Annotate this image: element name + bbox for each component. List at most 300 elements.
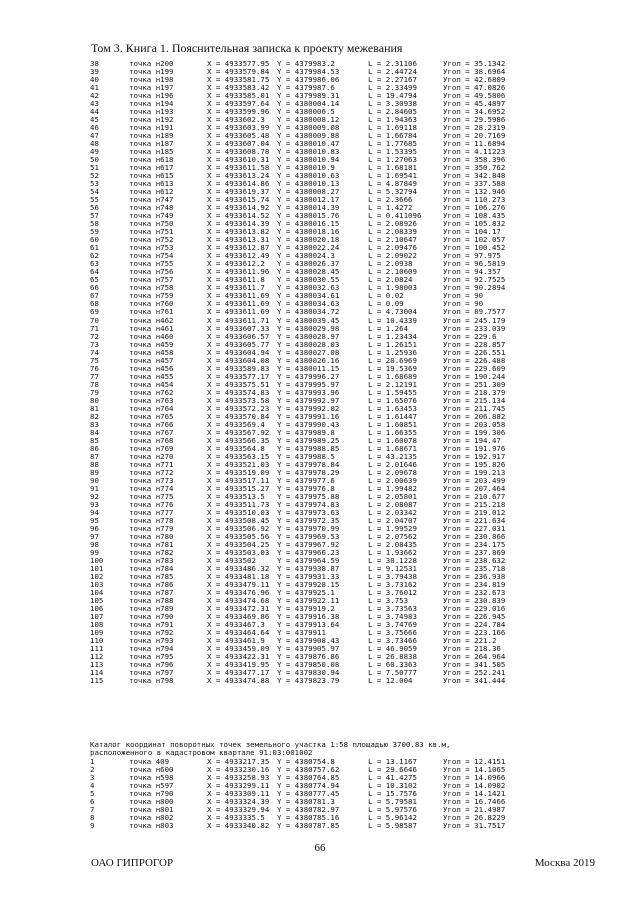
x-coordinate: X = 4933614.92 bbox=[207, 203, 270, 213]
row-number: 111 bbox=[90, 644, 104, 654]
segment-length: L = 2.0824 bbox=[368, 275, 413, 285]
point-name: точка н755 bbox=[129, 259, 174, 269]
x-coordinate: X = 4933469.86 bbox=[207, 612, 270, 622]
x-coordinate: X = 4933611.58 bbox=[207, 163, 270, 173]
point-name: точка н457 bbox=[129, 355, 174, 365]
segment-length: L = 19.5369 bbox=[368, 363, 417, 373]
segment-length: L = 46.9059 bbox=[368, 644, 417, 654]
point-name: точка н789 bbox=[129, 604, 174, 614]
segment-length: L = 15.7576 bbox=[368, 789, 417, 799]
y-coordinate: Y = 4379989.31 bbox=[277, 91, 340, 101]
catalog-caption bbox=[90, 741, 610, 758]
point-name: точка н613 bbox=[129, 179, 174, 189]
row-number: 107 bbox=[90, 612, 104, 622]
row-number: 39 bbox=[90, 67, 99, 77]
segment-length: L = 2.44724 bbox=[368, 67, 417, 77]
point-name: точка н790 bbox=[129, 789, 174, 799]
row-number: 56 bbox=[90, 203, 99, 213]
row-number: 9 bbox=[90, 821, 95, 831]
segment-length: L = 2.27167 bbox=[368, 75, 417, 85]
point-name: точка н786 bbox=[129, 580, 174, 590]
row-number: 81 bbox=[90, 403, 99, 413]
y-coordinate: Y = 4380008.12 bbox=[277, 115, 340, 125]
angle: Угол = 34.6952 bbox=[443, 107, 506, 117]
segment-length: L = 1.94363 bbox=[368, 115, 417, 125]
row-number: 63 bbox=[90, 259, 99, 269]
y-coordinate: Y = 4379922.11 bbox=[277, 596, 340, 606]
y-coordinate: Y = 4379977.6 bbox=[277, 475, 335, 485]
footer-city-year: Москва 2019 bbox=[534, 857, 595, 869]
x-coordinate: X = 4933481.18 bbox=[207, 572, 270, 581]
y-coordinate: Y = 4379988.5 bbox=[277, 451, 335, 461]
x-coordinate: X = 4933521.03 bbox=[207, 459, 270, 469]
angle: Угол = 215.218 bbox=[443, 499, 506, 509]
segment-length: L = 10.3102 bbox=[368, 781, 417, 791]
angle: Угол = 102.057 bbox=[443, 235, 506, 245]
angle: Угол = 232.673 bbox=[443, 588, 506, 598]
x-coordinate: X = 4933566.35 bbox=[207, 435, 270, 445]
x-coordinate: X = 4933486.32 bbox=[207, 563, 270, 573]
angle: Угол = 221.634 bbox=[443, 515, 506, 525]
point-name: точка н779 bbox=[129, 523, 174, 533]
point-name: точка н769 bbox=[129, 443, 174, 453]
x-coordinate: X = 4933606.57 bbox=[207, 331, 270, 341]
segment-length: L = 5.79581 bbox=[368, 797, 417, 807]
angle: Угол = 94.357 bbox=[443, 267, 501, 277]
point-name: точка н790 bbox=[129, 612, 174, 622]
x-coordinate: X = 4933611.96 bbox=[207, 267, 270, 277]
segment-length: L = 2.31106 bbox=[368, 59, 417, 68]
angle: Угол = 251.309 bbox=[443, 379, 506, 389]
segment-length: L = 1.99529 bbox=[368, 523, 417, 533]
row-number: 99 bbox=[90, 547, 99, 557]
segment-length: L = 1.26151 bbox=[368, 339, 417, 349]
footer-organization: ОАО ГИПРОГОР bbox=[91, 857, 174, 869]
angle: Угол = 28.2319 bbox=[443, 123, 506, 133]
point-name: точка н456 bbox=[129, 363, 174, 373]
point-name: точка н777 bbox=[129, 507, 174, 517]
point-name: точка 409 bbox=[129, 757, 170, 766]
point-name: точка н459 bbox=[129, 339, 174, 349]
y-coordinate: Y = 4379978.29 bbox=[277, 467, 340, 477]
row-number: 105 bbox=[90, 596, 104, 606]
angle: Угол = 358.396 bbox=[443, 155, 506, 165]
segment-length: L = 3.73563 bbox=[368, 604, 417, 614]
y-coordinate: Y = 4380014.39 bbox=[277, 203, 340, 213]
x-coordinate: X = 4933577.17 bbox=[207, 371, 270, 381]
segment-length: L = 29.6646 bbox=[368, 765, 417, 775]
segment-length: L = 2.04707 bbox=[368, 515, 417, 525]
point-name: точка н796 bbox=[129, 660, 174, 670]
catalog-caption-line-2: расположенного в кадастровом квартале 91:03:001002 bbox=[90, 748, 313, 758]
segment-length: L = 3.75666 bbox=[368, 628, 417, 638]
row-number: 57 bbox=[90, 211, 99, 221]
y-coordinate: Y = 4380028.45 bbox=[277, 267, 340, 277]
y-coordinate: Y = 4380018.16 bbox=[277, 227, 340, 237]
point-name: точка н191 bbox=[129, 123, 174, 133]
angle: Угол = 218.379 bbox=[443, 387, 506, 397]
y-coordinate: Y = 4380024.3 bbox=[277, 251, 335, 261]
y-coordinate: Y = 4379983.2 bbox=[277, 59, 335, 68]
segment-length: L = 1.63453 bbox=[368, 403, 417, 413]
angle: Угол = 224.784 bbox=[443, 620, 506, 630]
row-number: 114 bbox=[90, 668, 104, 678]
angle: Угол = 16.7466 bbox=[443, 797, 506, 807]
y-coordinate: Y = 4379966.23 bbox=[277, 547, 340, 557]
segment-length: L = 2.08926 bbox=[368, 219, 417, 229]
segment-length: L = 1.99482 bbox=[368, 483, 417, 493]
y-coordinate: Y = 4379991.16 bbox=[277, 411, 340, 421]
x-coordinate: X = 4933563.15 bbox=[207, 451, 270, 461]
angle: Угол = 226.945 bbox=[443, 612, 506, 622]
segment-length: L = 1.98003 bbox=[368, 283, 417, 293]
segment-length: L = 1.66355 bbox=[368, 427, 417, 437]
row-number: 8 bbox=[90, 813, 95, 823]
x-coordinate: X = 4933335.5 bbox=[207, 813, 265, 823]
table-row bbox=[90, 822, 610, 830]
segment-length: L = 1.4272 bbox=[368, 203, 413, 213]
row-number: 47 bbox=[90, 131, 99, 141]
y-coordinate: Y = 4379928.15 bbox=[277, 580, 340, 590]
angle: Угол = 245.179 bbox=[443, 315, 506, 325]
x-coordinate: X = 4933474.88 bbox=[207, 676, 270, 686]
segment-length: L = 3.73466 bbox=[368, 636, 417, 646]
y-coordinate: Y = 4380010.47 bbox=[277, 139, 340, 149]
row-number: 72 bbox=[90, 331, 99, 341]
segment-length: L = 2.01646 bbox=[368, 459, 417, 469]
point-name: точка н800 bbox=[129, 797, 174, 807]
row-number: 67 bbox=[90, 291, 99, 301]
segment-length: L = 1.77685 bbox=[368, 139, 417, 149]
x-coordinate: X = 4933567.92 bbox=[207, 427, 270, 437]
angle: Угол = 229.016 bbox=[443, 604, 506, 614]
angle: Угол = 108.435 bbox=[443, 211, 506, 221]
point-name: точка н185 bbox=[129, 147, 174, 157]
x-coordinate: X = 4933467.3 bbox=[207, 620, 265, 630]
angle: Угол = 229.609 bbox=[443, 363, 506, 373]
angle: Угол = 234.175 bbox=[443, 539, 506, 549]
x-coordinate: X = 4933611.69 bbox=[207, 299, 270, 309]
point-name: точка н760 bbox=[129, 299, 174, 309]
y-coordinate: Y = 4379970.99 bbox=[277, 523, 340, 533]
point-name: точка н761 bbox=[129, 307, 174, 317]
row-number: 77 bbox=[90, 371, 99, 381]
angle: Угол = 12.4151 bbox=[443, 757, 506, 766]
point-name: точка н771 bbox=[129, 459, 174, 469]
row-number: 48 bbox=[90, 139, 99, 149]
x-coordinate: X = 4933583.42 bbox=[207, 83, 270, 93]
segment-length: L = 2.08087 bbox=[368, 499, 417, 509]
x-coordinate: X = 4933477.17 bbox=[207, 668, 270, 678]
y-coordinate: Y = 4379911 bbox=[277, 628, 326, 638]
row-number: 52 bbox=[90, 171, 99, 181]
segment-length: L = 3.76012 bbox=[368, 588, 417, 598]
point-name: точка н747 bbox=[129, 195, 174, 205]
angle: Угол = 230.839 bbox=[443, 596, 506, 606]
point-name: точка н618 bbox=[129, 155, 174, 165]
angle: Угол = 203.499 bbox=[443, 475, 506, 485]
x-coordinate: X = 4933613.31 bbox=[207, 235, 270, 245]
point-name: точка н754 bbox=[129, 251, 174, 261]
x-coordinate: X = 4933577.95 bbox=[207, 59, 270, 68]
x-coordinate: X = 4933614.39 bbox=[207, 219, 270, 229]
y-coordinate: Y = 4379925.1 bbox=[277, 588, 335, 598]
row-number: 55 bbox=[90, 195, 99, 205]
y-coordinate: Y = 4379913.64 bbox=[277, 620, 340, 630]
segment-length: L = 2.08339 bbox=[368, 227, 417, 237]
table-row bbox=[90, 677, 610, 685]
row-number: 44 bbox=[90, 107, 99, 117]
segment-length: L = 2.12191 bbox=[368, 379, 417, 389]
coordinate-table-1 bbox=[90, 60, 610, 685]
angle: Угол = 199.306 bbox=[443, 427, 506, 437]
point-name: точка н792 bbox=[129, 628, 174, 638]
segment-length: L = 19.4794 bbox=[368, 91, 417, 101]
angle: Угол = 26.8229 bbox=[443, 813, 506, 823]
point-name: точка н193 bbox=[129, 107, 174, 117]
row-number: 102 bbox=[90, 572, 104, 581]
point-name: точка н192 bbox=[129, 115, 174, 125]
x-coordinate: X = 4933605.77 bbox=[207, 339, 270, 349]
point-name: точка н791 bbox=[129, 620, 174, 630]
angle: Угол = 227.031 bbox=[443, 523, 506, 533]
angle: Угол = 105.832 bbox=[443, 219, 506, 229]
angle: Угол = 252.241 bbox=[443, 668, 506, 678]
row-number: 64 bbox=[90, 267, 99, 277]
angle: Угол = 342.848 bbox=[443, 171, 506, 181]
angle: Угол = 237.869 bbox=[443, 547, 506, 557]
row-number: 5 bbox=[90, 789, 95, 799]
x-coordinate: X = 4933611.7 bbox=[207, 283, 265, 293]
segment-length: L = 10.4339 bbox=[368, 315, 417, 325]
segment-length: L = 0.02 bbox=[368, 291, 404, 301]
angle: Угол = 92.7525 bbox=[443, 275, 506, 285]
segment-length: L = 2.10609 bbox=[368, 267, 417, 277]
angle: Угол = 47.0826 bbox=[443, 83, 506, 93]
y-coordinate: Y = 4379978.84 bbox=[277, 459, 340, 469]
angle: Угол = 100.452 bbox=[443, 243, 506, 253]
y-coordinate: Y = 4380012.17 bbox=[277, 195, 340, 205]
x-coordinate: X = 4933605.48 bbox=[207, 131, 270, 141]
x-coordinate: X = 4933479.11 bbox=[207, 580, 270, 590]
x-coordinate: X = 4933611.71 bbox=[207, 315, 270, 325]
point-name: точка н196 bbox=[129, 91, 174, 101]
point-name: точка н597 bbox=[129, 781, 174, 791]
angle: Угол = 90 bbox=[443, 299, 484, 309]
point-name: точка н187 bbox=[129, 139, 174, 149]
point-name: точка н757 bbox=[129, 275, 174, 285]
segment-length: L = 3.74983 bbox=[368, 612, 417, 622]
segment-length: L = 1.68671 bbox=[368, 443, 417, 453]
y-coordinate: Y = 4379984.53 bbox=[277, 67, 340, 77]
x-coordinate: X = 4933513.5 bbox=[207, 491, 265, 501]
y-coordinate: Y = 4380787.85 bbox=[277, 821, 340, 831]
coordinate-table-2 bbox=[90, 758, 610, 830]
y-coordinate: Y = 4380008.27 bbox=[277, 187, 340, 197]
segment-length: L = 3.79438 bbox=[368, 572, 417, 581]
segment-length: L = 5.96142 bbox=[368, 813, 417, 823]
y-coordinate: Y = 4379823.79 bbox=[277, 676, 340, 686]
x-coordinate: X = 4933581.75 bbox=[207, 75, 270, 85]
point-name: точка н794 bbox=[129, 644, 174, 654]
angle: Угол = 264.964 bbox=[443, 652, 506, 662]
angle: Угол = 96.5819 bbox=[443, 259, 506, 269]
x-coordinate: X = 4933517.11 bbox=[207, 475, 270, 485]
angle: Угол = 215.134 bbox=[443, 395, 506, 405]
segment-length: L = 7.50777 bbox=[368, 668, 417, 678]
x-coordinate: X = 4933608.78 bbox=[207, 147, 270, 157]
point-name: точка н801 bbox=[129, 805, 174, 815]
point-name: точка н758 bbox=[129, 283, 174, 293]
y-coordinate: Y = 4379850.08 bbox=[277, 660, 340, 670]
point-name: точка н752 bbox=[129, 235, 174, 245]
x-coordinate: X = 4933459.09 bbox=[207, 644, 270, 654]
segment-length: L = 4.73004 bbox=[368, 307, 417, 317]
angle: Угол = 14.1421 bbox=[443, 789, 506, 799]
segment-length: L = 2.07562 bbox=[368, 531, 417, 541]
angle: Угол = 21.4987 bbox=[443, 805, 506, 815]
point-name: точка н750 bbox=[129, 219, 174, 229]
x-coordinate: X = 4933585.01 bbox=[207, 91, 270, 101]
row-number: 58 bbox=[90, 219, 99, 229]
point-name: точка н600 bbox=[129, 765, 174, 775]
segment-length: L = 1.60851 bbox=[368, 419, 417, 429]
row-number: 84 bbox=[90, 427, 99, 437]
segment-length: L = 2.09022 bbox=[368, 251, 417, 261]
x-coordinate: X = 4933574.83 bbox=[207, 387, 270, 397]
segment-length: L = 12.004 bbox=[368, 676, 413, 686]
x-coordinate: X = 4933476.96 bbox=[207, 588, 270, 598]
angle: Угол = 230.866 bbox=[443, 531, 506, 541]
segment-length: L = 0.09 bbox=[368, 299, 404, 309]
point-name: точка н780 bbox=[129, 531, 174, 541]
point-name: точка н194 bbox=[129, 99, 174, 109]
angle: Угол = 195.826 bbox=[443, 459, 506, 469]
y-coordinate: Y = 4379974.83 bbox=[277, 499, 340, 509]
y-coordinate: Y = 4380016.15 bbox=[277, 219, 340, 229]
y-coordinate: Y = 4379993.96 bbox=[277, 387, 340, 397]
segment-length: L = 4.87849 bbox=[368, 179, 417, 189]
row-number: 101 bbox=[90, 563, 104, 573]
row-number: 66 bbox=[90, 283, 99, 293]
y-coordinate: Y = 4380022.24 bbox=[277, 243, 340, 253]
x-coordinate: X = 4933474.68 bbox=[207, 596, 270, 606]
angle: Угол = 229.6 bbox=[443, 331, 497, 341]
row-number: 90 bbox=[90, 475, 99, 485]
y-coordinate: Y = 4379830.94 bbox=[277, 668, 340, 678]
row-number: 93 bbox=[90, 499, 99, 509]
row-number: 50 bbox=[90, 155, 99, 165]
x-coordinate: X = 4933611.69 bbox=[207, 291, 270, 301]
segment-length: L = 1.68689 bbox=[368, 371, 417, 381]
segment-length: L = 2.05801 bbox=[368, 491, 417, 501]
y-coordinate: Y = 4379996.27 bbox=[277, 371, 340, 381]
y-coordinate: Y = 4379995.97 bbox=[277, 379, 340, 389]
row-number: 7 bbox=[90, 805, 95, 815]
y-coordinate: Y = 4380015.76 bbox=[277, 211, 340, 221]
row-number: 96 bbox=[90, 523, 99, 533]
y-coordinate: Y = 4379967.92 bbox=[277, 539, 340, 549]
y-coordinate: Y = 4380010.13 bbox=[277, 179, 340, 189]
point-name: точка н778 bbox=[129, 515, 174, 525]
x-coordinate: X = 4933614.86 bbox=[207, 179, 270, 189]
angle: Угол = 14.0902 bbox=[443, 781, 506, 791]
point-name: точка н197 bbox=[129, 83, 174, 93]
point-name: точка н797 bbox=[129, 668, 174, 678]
segment-length: L = 1.23434 bbox=[368, 331, 417, 341]
segment-length: L = 1.264 bbox=[368, 323, 409, 333]
angle: Угол = 226.551 bbox=[443, 347, 506, 357]
x-coordinate: X = 4933508.45 bbox=[207, 515, 270, 525]
x-coordinate: X = 4933570.84 bbox=[207, 411, 270, 421]
segment-length: L = 2.03342 bbox=[368, 507, 417, 517]
y-coordinate: Y = 4380026.37 bbox=[277, 259, 340, 269]
x-coordinate: X = 4933607.04 bbox=[207, 139, 270, 149]
row-number: 88 bbox=[90, 459, 99, 469]
angle: Угол = 207.464 bbox=[443, 483, 506, 493]
row-number: 95 bbox=[90, 515, 99, 525]
point-name: точка н795 bbox=[129, 652, 174, 662]
point-name: точка н767 bbox=[129, 427, 174, 437]
y-coordinate: Y = 4380010.63 bbox=[277, 171, 340, 181]
segment-length: L = 2.84605 bbox=[368, 107, 417, 117]
y-coordinate: Y = 4379989.25 bbox=[277, 435, 340, 445]
y-coordinate: Y = 4379973.63 bbox=[277, 507, 340, 517]
x-coordinate: X = 4933607.33 bbox=[207, 323, 270, 333]
point-name: точка н762 bbox=[129, 387, 174, 397]
x-coordinate: X = 4933329.94 bbox=[207, 805, 270, 815]
y-coordinate: Y = 4380777.45 bbox=[277, 789, 340, 799]
angle: Угол = 35.1342 bbox=[443, 59, 506, 68]
row-number: 74 bbox=[90, 347, 99, 357]
x-coordinate: X = 4933510.03 bbox=[207, 507, 270, 517]
angle: Угол = 89.7577 bbox=[443, 307, 506, 317]
point-name: точка н462 bbox=[129, 315, 174, 325]
angle: Угол = 90.2894 bbox=[443, 283, 506, 293]
x-coordinate: X = 4933511.73 bbox=[207, 499, 270, 509]
point-name: точка н776 bbox=[129, 499, 174, 509]
point-name: точка н768 bbox=[129, 435, 174, 445]
y-coordinate: Y = 4380785.16 bbox=[277, 813, 340, 823]
point-name: точка н199 bbox=[129, 67, 174, 77]
x-coordinate: X = 4933502 bbox=[207, 555, 256, 565]
row-number: 70 bbox=[90, 315, 99, 325]
x-coordinate: X = 4933610.31 bbox=[207, 155, 270, 165]
angle: Угол = 235.718 bbox=[443, 563, 506, 573]
angle: Угол = 49.5806 bbox=[443, 91, 506, 101]
y-coordinate: Y = 4380034.61 bbox=[277, 291, 340, 301]
angle: Угол = 14.0966 bbox=[443, 773, 506, 783]
segment-length: L = 1.66784 bbox=[368, 131, 417, 141]
x-coordinate: X = 4933505.56 bbox=[207, 531, 270, 541]
angle: Угол = 341.444 bbox=[443, 676, 506, 686]
segment-length: L = 0.411096 bbox=[368, 211, 422, 221]
x-coordinate: X = 4933611.69 bbox=[207, 307, 270, 317]
x-coordinate: X = 4933612.87 bbox=[207, 243, 270, 253]
row-number: 94 bbox=[90, 507, 99, 517]
row-number: 59 bbox=[90, 227, 99, 237]
x-coordinate: X = 4933515.27 bbox=[207, 483, 270, 493]
segment-length: L = 3.73162 bbox=[368, 580, 417, 590]
x-coordinate: X = 4933461.9 bbox=[207, 636, 265, 646]
row-number: 76 bbox=[90, 363, 99, 373]
y-coordinate: Y = 4379876.86 bbox=[277, 652, 340, 662]
point-name: точка н802 bbox=[129, 813, 174, 823]
segment-length: L = 26.8838 bbox=[368, 652, 417, 662]
x-coordinate: X = 4933506.92 bbox=[207, 523, 270, 533]
segment-length: L = 1.53395 bbox=[368, 147, 417, 157]
y-coordinate: Y = 4380034.72 bbox=[277, 307, 340, 317]
